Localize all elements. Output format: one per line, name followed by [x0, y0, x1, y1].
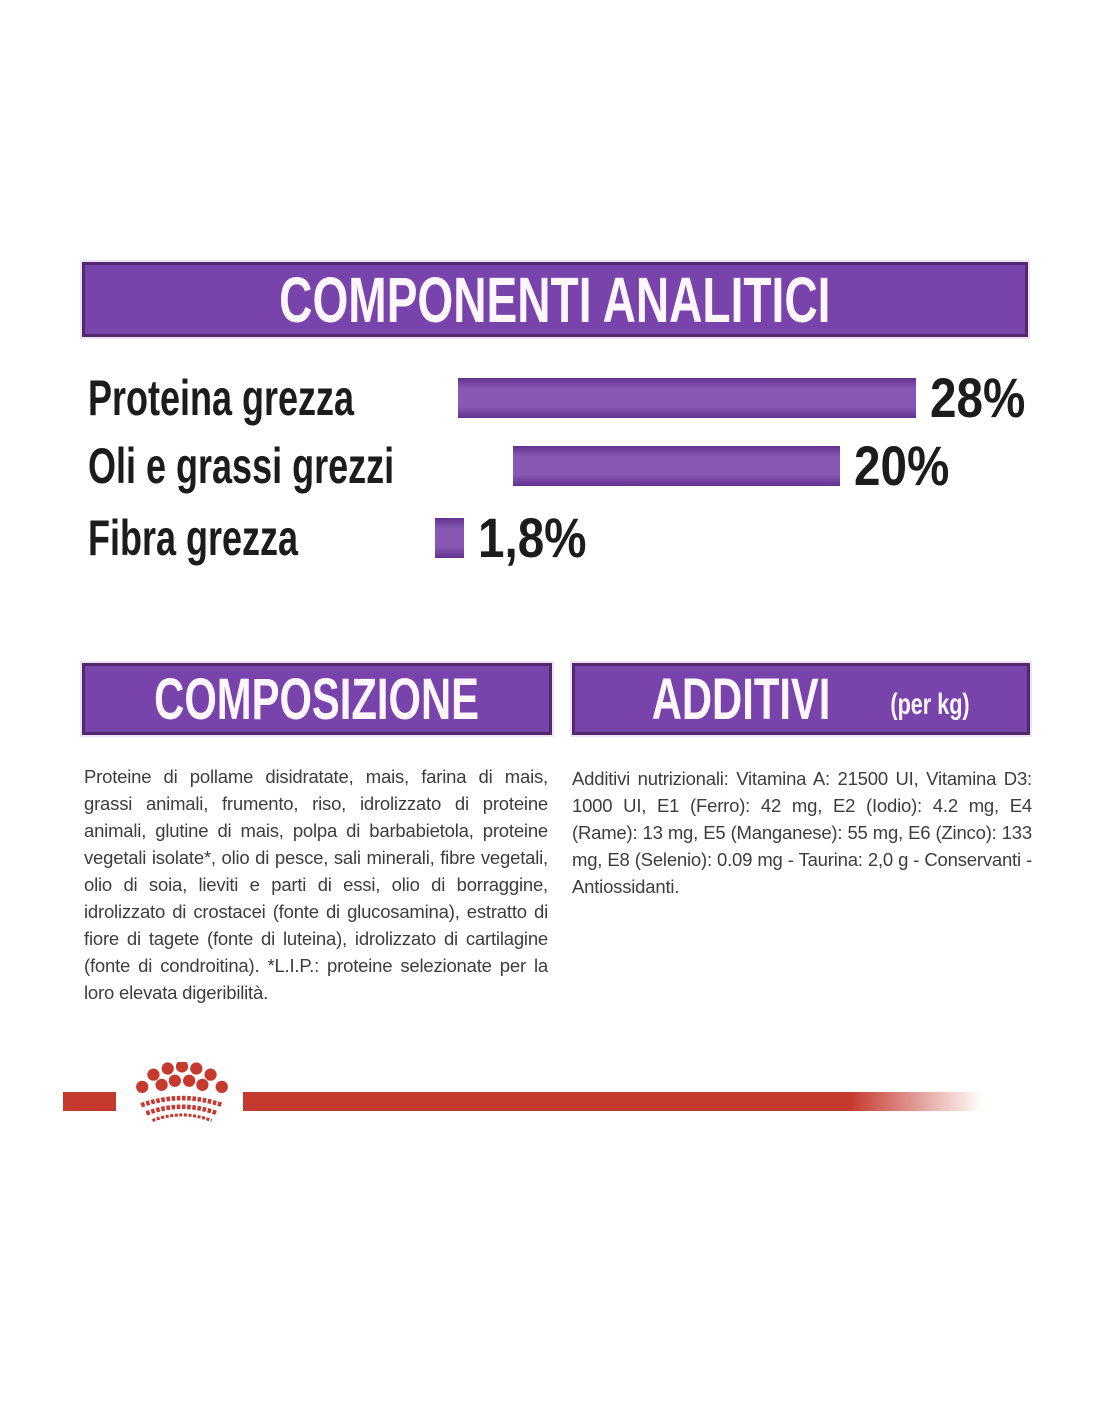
additives-unit-note: (per kg) [890, 688, 970, 721]
composition-header [82, 663, 552, 735]
chart-value-protein: 28% [929, 366, 1025, 429]
additives-header [572, 663, 1030, 735]
chart-row-protein [82, 366, 1046, 429]
analytical-components-title: COMPONENTI ANALITICI [279, 263, 831, 336]
analytical-components-header [82, 262, 1028, 337]
chart-label-fibre: Fibra grezza [88, 510, 299, 566]
chart-bar-protein [458, 378, 916, 418]
additives-title: ADDITIVI [651, 666, 831, 732]
chart-bar-fats [513, 446, 840, 486]
composition-title: COMPOSIZIONE [154, 666, 480, 732]
royal-canin-crown-icon [131, 1062, 233, 1124]
chart-value-fats: 20% [854, 434, 950, 497]
composition-text: Proteine di pollame disidratate, mais, farina di mais, grassi animali, frumento, riso, idrolizzato di proteine animali, glutine di mais, polpa di barbabietola, proteine vegetali isolate*, olio di pesce, sali minerali, fibre vegetali, olio di soia, lieviti e parti di essi, olio di borraggine, idrolizzato di crostacei (fonte di glucosamina), estratto di fiore di tagete (fonte di luteina), idrolizzato di cartilagine (fonte di condroitina). *L.I.P.: proteine selezionate per la loro elevata digeribilità. [84, 765, 548, 1003]
chart-bar-fibre [435, 518, 464, 558]
chart-label-protein: Proteina grezza [88, 370, 355, 426]
chart-row-fibre [82, 506, 1046, 569]
chart-value-fibre: 1,8% [478, 506, 587, 569]
chart-label-fats: Oli e grassi grezzi [88, 438, 395, 494]
brand-rule-right [243, 1092, 983, 1111]
chart-row-fats [82, 434, 1046, 497]
additives-text: Additivi nutrizionali: Vitamina A: 21500 UI, Vitamina D3: 1000 UI, E1 (Ferro): 42 mg, E2 (Iodio): 4.2 mg, E4 (Rame): 13 mg, E5 (Manganese): 55 mg, E6 (Zinco): 133 mg, E8 (Selenio): 0.09 mg - Taurina: 2,0 g - Conservanti - Antiossidanti. [572, 767, 1032, 897]
brand-rule-left [63, 1092, 116, 1111]
